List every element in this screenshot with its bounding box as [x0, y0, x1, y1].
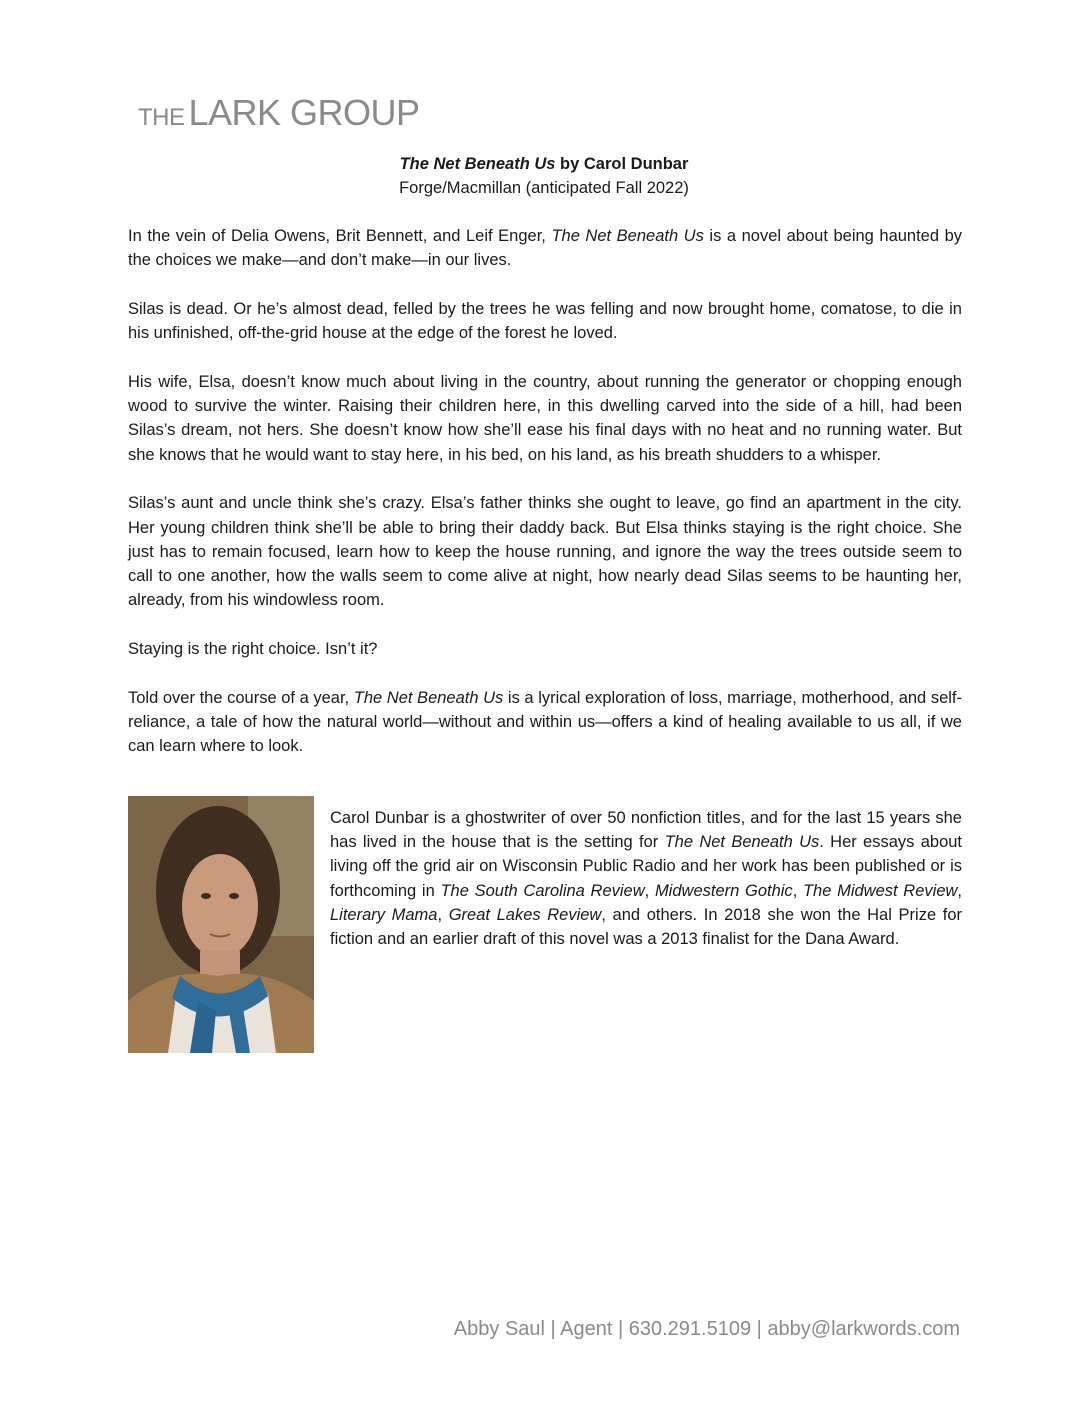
book-description [128, 224, 962, 783]
bio-book-title: The Net Beneath Us [664, 833, 820, 852]
logo-lark-group: LARK GROUP [188, 92, 420, 133]
book-heading [0, 152, 1088, 200]
author-portrait-illustration [128, 796, 314, 1053]
paragraph-5: Staying is the right choice. Isn’t it? [128, 640, 378, 659]
p1-text-b: is a novel about being haunted by the choices we make—and don’t make—in our lives. [128, 227, 963, 270]
author-bio [330, 806, 962, 951]
book-title-line [0, 152, 1088, 176]
p1-book-title: The Net Beneath Us [551, 227, 704, 245]
p1-text-a: In the vein of Delia Owens, Brit Bennett, and Leif Enger, [128, 227, 552, 245]
p6-book-title: The Net Beneath Us [353, 688, 504, 707]
bio-text-end: , and others. In 2018 she won the Hal Prize for fiction and an earlier draft of this novel was a 2013 finalist for the Dana Award. [330, 905, 962, 949]
author-photo [128, 796, 314, 1053]
bio-publication-3: The Midwest Review [802, 881, 958, 900]
bio-publication-4: Literary Mama [330, 905, 438, 924]
p6-text-b: is a lyrical exploration of loss, marriage, motherhood, and self-reliance, a tale of how the natural world—without and within us—offers a kind of healing available to us all, if we can learn where to look. [128, 688, 962, 756]
paragraph-3: His wife, Elsa, doesn’t know much about living in the country, about running the generator or chopping enough wood to survive the winter. Raising their children here, in this dwelling carved into the side of a hill, had been Silas’s dream, not hers. She doesn’t know how she’ll ease his final days with no heat and no running water. But she knows that he would want to stay here, in his bed, on his land, as his breath shudders to a whisper. [128, 372, 962, 464]
paragraph-4: Silas’s aunt and uncle think she’s crazy. Elsa’s father thinks she ought to leave, go find an apartment in the city. Her young children think she’ll be able to bring their daddy back. But Elsa thinks staying is the right choice. She just has to remain focused, learn how to keep the house running, and ignore the way the trees outside seem to call to one another, how the walls seem to come alive at night, how nearly dead Silas seems to be haunting her, already, from his windowless room. [128, 494, 962, 610]
bio-publication-2: Midwestern Gothic [654, 881, 793, 900]
bio-publication-5: Great Lakes Review [448, 905, 602, 924]
bio-sep-4: , [437, 905, 449, 924]
bio-text-b: . Her essays about living off the grid air on Wisconsin Public Radio and her work has been published or is forthcoming in [330, 833, 963, 900]
publisher-line: Forge/Macmillan (anticipated Fall 2022) [399, 179, 689, 197]
paragraph-1 [128, 224, 962, 273]
bio-sep-1: , [644, 881, 655, 900]
book-title: The Net Beneath Us [399, 155, 556, 173]
book-author: by Carol Dunbar [555, 155, 689, 173]
agent-contact-footer: Abby Saul | Agent | 630.291.5109 | abby@larkwords.com [453, 1318, 960, 1340]
bio-sep-3: , [957, 881, 963, 900]
p6-text-a: Told over the course of a year, [128, 688, 354, 707]
bio-text-a: Carol Dunbar is a ghostwriter of over 50 nonfiction titles, and for the last 15 years she has lived in the house that is the setting for [330, 809, 962, 852]
logo-the: THE [138, 104, 185, 131]
bio-sep-2: , [792, 881, 803, 900]
paragraph-2: Silas is dead. Or he’s almost dead, felled by the trees he was felling and now brought home, comatose, to die in his unfinished, off-the-grid house at the edge of the forest he loved. [128, 299, 962, 343]
paragraph-6 [128, 686, 962, 759]
bio-publication-1: The South Carolina Review [440, 881, 645, 900]
company-logo [138, 92, 420, 134]
